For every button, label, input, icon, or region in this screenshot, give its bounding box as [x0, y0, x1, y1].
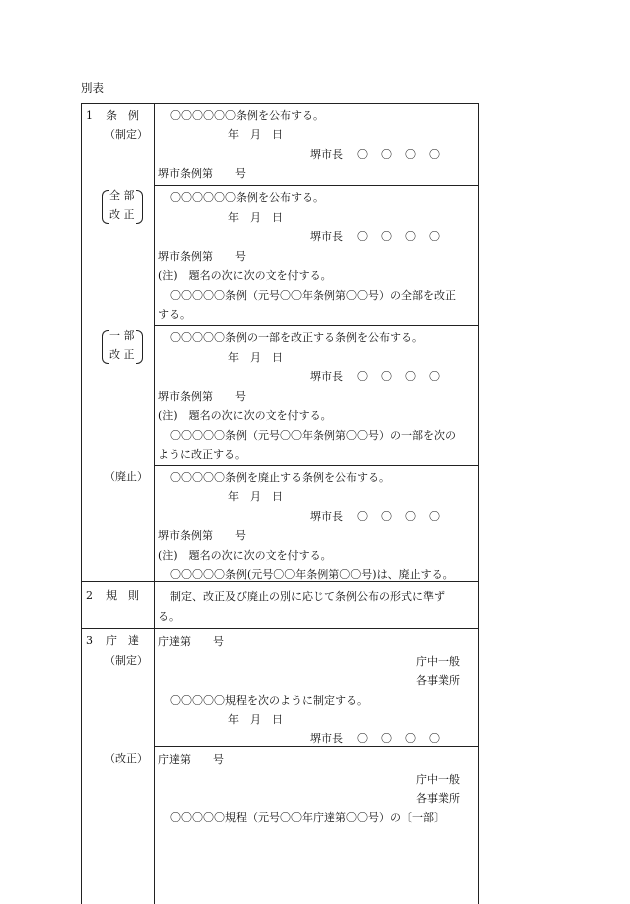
cell-text: 〇〇〇〇〇〇条例を公布する。: [170, 191, 324, 204]
signatory-name: 堺市長: [310, 732, 343, 745]
bracket-right: [136, 330, 143, 364]
cell-text: る。: [158, 610, 180, 623]
cell-text: 〇〇〇〇〇規程を次のように制定する。: [170, 694, 368, 707]
row-separator: [154, 465, 478, 466]
column-divider: [154, 104, 155, 904]
note-text: (注) 題名の次に次の文を付する。: [158, 409, 332, 422]
addressee: 庁中一般: [416, 773, 460, 786]
cell-text: 〇〇〇〇〇条例（元号〇〇年条例第〇〇号）の一部を次の: [170, 429, 456, 442]
row-sublabel: （廃止）: [104, 470, 148, 483]
signatory-marks: 〇 〇 〇 〇: [357, 732, 441, 745]
bracket-right: [136, 190, 143, 224]
signatory-name: 堺市長: [310, 230, 343, 243]
date-line: 年 月 日: [228, 211, 283, 224]
signatory-marks: 〇 〇 〇 〇: [357, 148, 441, 161]
cell-text: ように改正する。: [158, 448, 246, 461]
date-line: 年 月 日: [228, 128, 283, 141]
signatory-marks: 〇 〇 〇 〇: [357, 510, 441, 523]
directive-number: 庁達第 号: [158, 635, 224, 648]
ordinance-number: 堺市条例第 号: [158, 167, 246, 180]
cell-text: 〇〇〇〇〇条例の一部を改正する条例を公布する。: [170, 331, 423, 344]
row-sublabel: 改 正: [109, 348, 135, 361]
row-separator: [82, 628, 478, 629]
row-separator: [154, 746, 478, 747]
row-number: 1: [86, 109, 93, 122]
row-label: 条 例: [106, 109, 139, 122]
row-sublabel: 改 正: [109, 208, 135, 221]
appendix-table: [81, 103, 479, 904]
cell-text: 制定、改正及び廃止の別に応じて条例公布の形式に準ず: [170, 590, 445, 603]
row-sublabel: （制定）: [104, 128, 148, 141]
signatory-name: 堺市長: [310, 370, 343, 383]
addressee: 庁中一般: [416, 655, 460, 668]
bracket-left: [102, 190, 109, 224]
note-text: (注) 題名の次に次の文を付する。: [158, 269, 332, 282]
page-title: 別表: [81, 81, 104, 95]
row-label: 規 則: [106, 589, 139, 602]
row-number: 3: [86, 634, 93, 647]
row-sublabel: （改正）: [104, 752, 148, 765]
cell-text: 〇〇〇〇〇条例を廃止する条例を公布する。: [170, 471, 390, 484]
row-number: 2: [86, 589, 93, 602]
row-sublabel: 一 部: [109, 329, 135, 342]
cell-text: する。: [158, 308, 191, 321]
date-line: 年 月 日: [228, 490, 283, 503]
row-sublabel: 全 部: [109, 189, 135, 202]
date-line: 年 月 日: [228, 351, 283, 364]
signatory-name: 堺市長: [310, 148, 343, 161]
addressee: 各事業所: [416, 674, 460, 687]
signatory-marks: 〇 〇 〇 〇: [357, 370, 441, 383]
cell-text: 〇〇〇〇〇規程（元号〇〇年庁達第〇〇号）の〔一部〕: [170, 811, 445, 824]
row-separator: [154, 185, 478, 186]
row-sublabel: （制定）: [104, 654, 148, 667]
bracket-left: [102, 330, 109, 364]
directive-number: 庁達第 号: [158, 753, 224, 766]
ordinance-number: 堺市条例第 号: [158, 390, 246, 403]
signatory-marks: 〇 〇 〇 〇: [357, 230, 441, 243]
cell-text: 〇〇〇〇〇条例（元号〇〇年条例第〇〇号）の全部を改正: [170, 289, 456, 302]
ordinance-number: 堺市条例第 号: [158, 250, 246, 263]
addressee: 各事業所: [416, 792, 460, 805]
row-label: 庁 達: [106, 634, 139, 647]
ordinance-number: 堺市条例第 号: [158, 529, 246, 542]
note-text: (注) 題名の次に次の文を付する。: [158, 549, 332, 562]
date-line: 年 月 日: [228, 713, 283, 726]
cell-text: 〇〇〇〇〇条例(元号〇〇年条例第〇〇号)は、廃止する。: [170, 568, 454, 581]
cell-text: 〇〇〇〇〇〇条例を公布する。: [170, 109, 324, 122]
signatory-name: 堺市長: [310, 510, 343, 523]
row-separator: [154, 325, 478, 326]
